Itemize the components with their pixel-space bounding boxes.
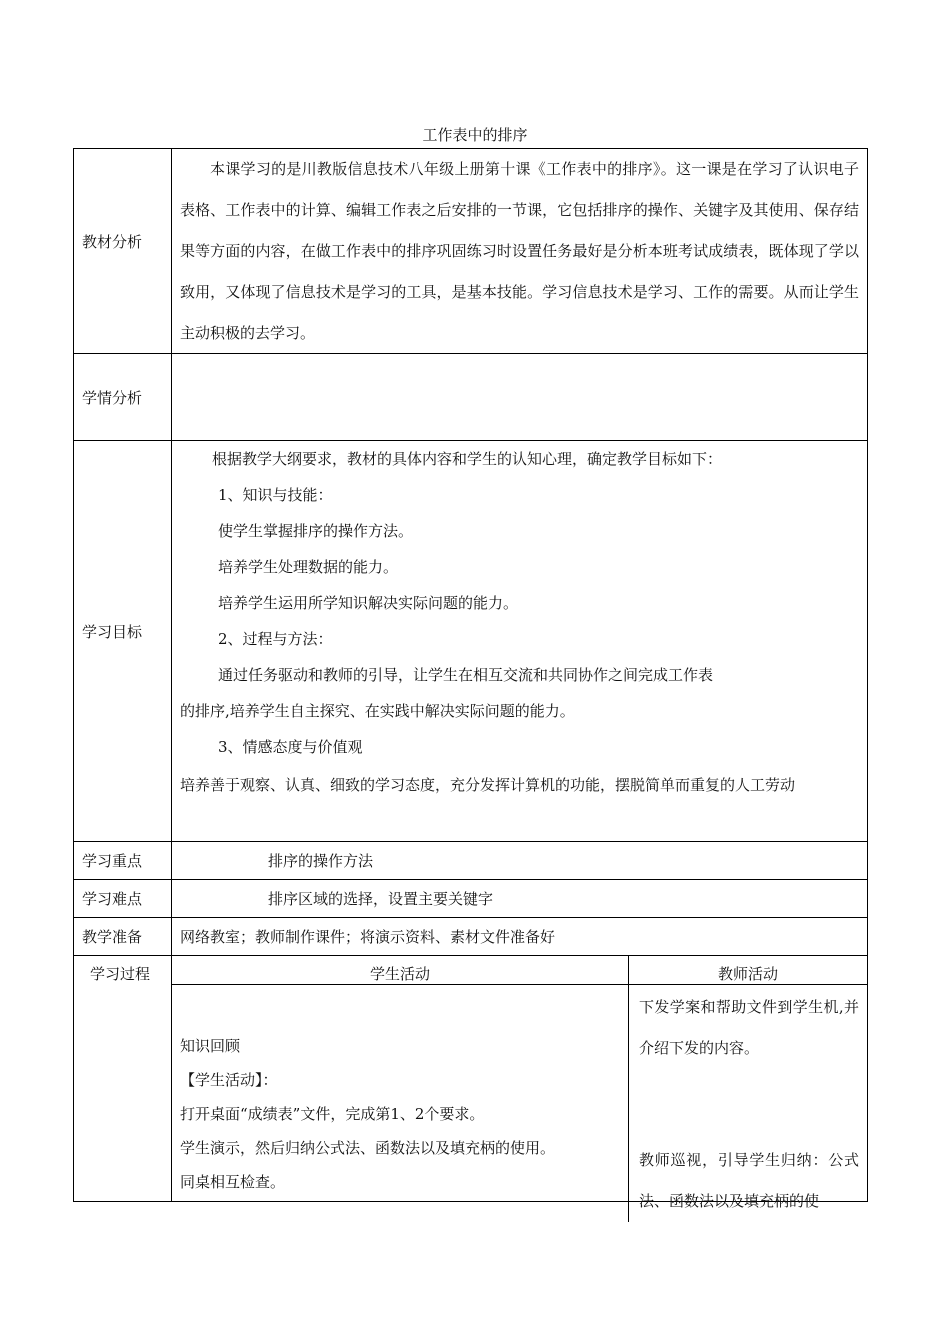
process-section bbox=[172, 956, 867, 1210]
content-xueqing bbox=[172, 354, 867, 440]
teacher-text: 教师巡视，引导学生归纳：公式法、函数法以及填充柄的使 bbox=[639, 1151, 859, 1210]
label-jiaocai: 教材分析 bbox=[74, 149, 172, 353]
goal-item: 通过任务驱动和教师的引导，让学生在相互交流和共同协作之间完成工作表 bbox=[218, 666, 714, 684]
student-activity-cell bbox=[172, 985, 629, 1222]
goal-heading-2: 2、过程与方法： bbox=[218, 630, 333, 648]
row-zhongdian bbox=[74, 842, 867, 880]
student-line: 知识回顾 bbox=[180, 1037, 241, 1055]
goal-item: 的排序,培养学生自主探究、在实践中解决实际问题的能力。 bbox=[180, 702, 575, 720]
student-line: 学生演示，然后归纳公式法、函数法以及填充柄的使用。 bbox=[180, 1139, 556, 1157]
content-nandian: 排序区域的选择，设置主要关键字 bbox=[268, 890, 494, 908]
content-mubiao bbox=[172, 441, 867, 841]
teacher-activity-cell bbox=[629, 985, 867, 1222]
label-xueqing: 学情分析 bbox=[74, 354, 172, 440]
goal-heading-1: 1、知识与技能： bbox=[218, 486, 333, 504]
label-zhunbei: 教学准备 bbox=[74, 918, 172, 955]
content-zhongdian: 排序的操作方法 bbox=[268, 852, 374, 870]
lesson-plan-table bbox=[73, 148, 868, 1210]
process-body bbox=[172, 985, 867, 1222]
teacher-text: 下发学案和帮助文件到学生机,并介绍下发的内容。 bbox=[639, 998, 859, 1057]
goal-item: 培养学生运用所学知识解决实际问题的能力。 bbox=[218, 594, 519, 612]
row-xueqing bbox=[74, 354, 867, 441]
goal-item: 培养学生处理数据的能力。 bbox=[218, 558, 399, 576]
label-guocheng: 学习过程 bbox=[74, 956, 172, 1201]
jiaocai-text: 本课学习的是川教版信息技术八年级上册第十课《工作表中的排序》。这一课是在学习了认识电子表格、工作表中的计算、编辑工作表之后安排的一节课，它包括排序的操作、关键字及其使用、保存结果等方面的内容，在做工作表中的排序巩固练习时设置任务最好是分析本班考试成绩表，既体现了学以致用，又体现了信息技术是学习的工具，是基本技能。学习信息技术是学习、工作的需要。从而让学生主动积极的去学习。 bbox=[180, 160, 859, 342]
goal-intro: 根据教学大纲要求，教材的具体内容和学生的认知心理，确定教学目标如下： bbox=[212, 450, 723, 468]
process-header bbox=[172, 956, 867, 985]
student-activity-header: 学生活动 bbox=[172, 956, 629, 984]
content-jiaocai bbox=[172, 149, 867, 353]
label-mubiao: 学习目标 bbox=[74, 441, 172, 841]
student-line: 【学生活动】： bbox=[180, 1071, 278, 1089]
student-line: 同桌相互检查。 bbox=[180, 1173, 286, 1191]
goal-item: 培养善于观察、认真、细致的学习态度，充分发挥计算机的功能，摆脱简单而重复的人工劳动 bbox=[180, 776, 796, 794]
goal-heading-3: 3、情感态度与价值观 bbox=[218, 738, 363, 756]
goal-item: 使学生掌握排序的操作方法。 bbox=[218, 522, 414, 540]
label-zhongdian: 学习重点 bbox=[74, 842, 172, 879]
student-line: 打开桌面“成绩表”文件，完成第1、2个要求。 bbox=[180, 1105, 485, 1123]
row-guocheng bbox=[74, 956, 867, 1210]
row-nandian bbox=[74, 880, 867, 918]
page-title: 工作表中的排序 bbox=[422, 126, 528, 144]
row-zhunbei bbox=[74, 918, 867, 956]
label-nandian: 学习难点 bbox=[74, 880, 172, 917]
row-mubiao bbox=[74, 441, 867, 842]
teacher-activity-header: 教师活动 bbox=[717, 965, 778, 983]
row-jiaocai bbox=[74, 149, 867, 354]
spacer bbox=[639, 1069, 859, 1140]
content-zhunbei: 网络教室；教师制作课件；将演示资料、素材文件准备好 bbox=[180, 928, 556, 946]
